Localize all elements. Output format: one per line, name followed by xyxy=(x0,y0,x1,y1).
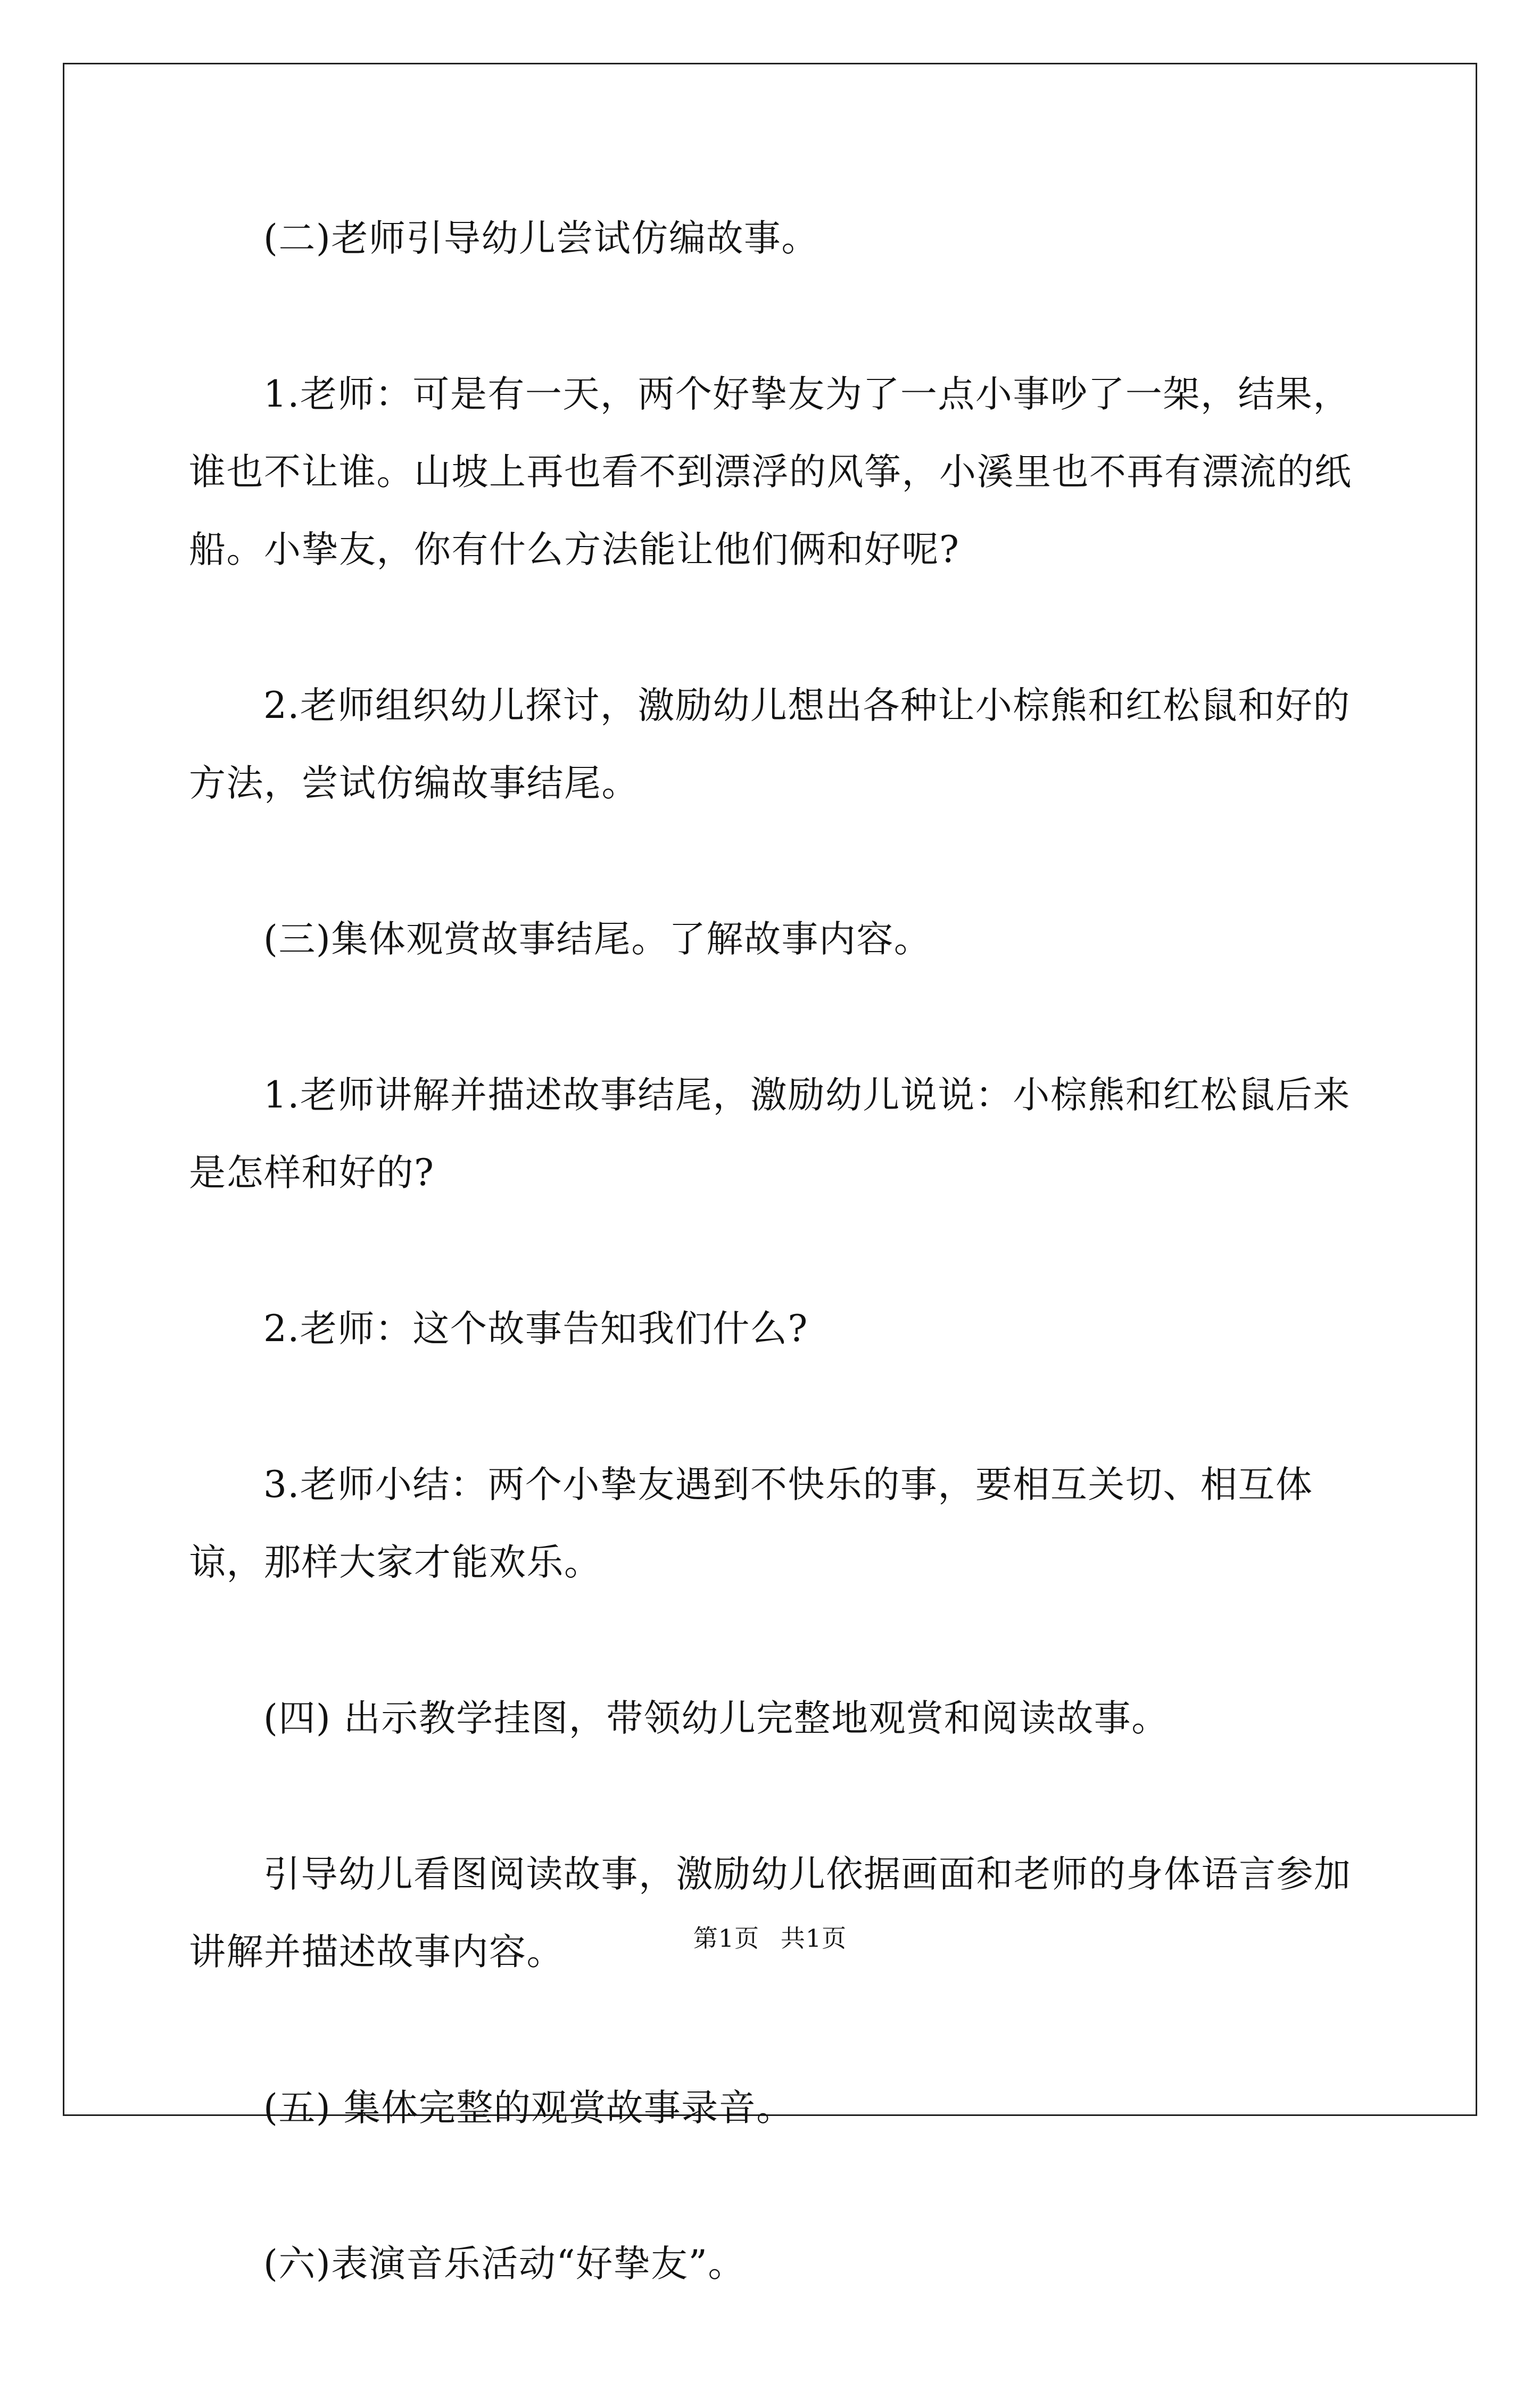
document-body xyxy=(189,200,1381,2381)
paragraph-discussion: 2.老师组织幼儿探讨，激励幼儿想出各种让小棕熊和红松鼠和好的方法，尝试仿编故事结尾。 xyxy=(189,684,1351,805)
paragraph-teacher-summary: 3.老师小结：两个小挚友遇到不快乐的事，要相互关切、相互体谅，那样大家才能欢乐。 xyxy=(189,1464,1313,1584)
paragraph-story-meaning: 2.老师：这个故事告知我们什么? xyxy=(263,1308,808,1350)
page-footer xyxy=(0,1922,1540,1954)
page-number-total: 共1页 xyxy=(780,1924,847,1953)
paragraph-section-6-heading: (六)表演音乐活动“好挚友”。 xyxy=(263,2243,746,2285)
paragraph-section-2-heading: (二)老师引导幼儿尝试仿编故事。 xyxy=(263,217,819,260)
paragraph-section-3-heading: (三)集体观赏故事结尾。了解故事内容。 xyxy=(263,918,932,961)
paragraph-section-5-heading: (五) 集体完整的观赏故事录音。 xyxy=(263,2087,794,2129)
paragraph-teacher-question: 1.老师：可是有一天，两个好挚友为了一点小事吵了一架，结果，谁也不让谁。山坡上再也看不到漂浮的风筝，小溪里也不再有漂流的纸船。小挚友，你有什么方法能让他们俩和好呢? xyxy=(189,373,1352,571)
paragraph-story-ending: 1.老师讲解并描述故事结尾，激励幼儿说说：小棕熊和红松鼠后来是怎样和好的? xyxy=(189,1074,1351,1194)
paragraph-section-4-heading: (四) 出示教学挂图，带领幼儿完整地观赏和阅读故事。 xyxy=(263,1697,1169,1740)
page-number-current: 第1页 xyxy=(693,1924,760,1953)
paragraph-picture-reading: 引导幼儿看图阅读故事，激励幼儿依据画面和老师的身体语言参加讲解并描述故事内容。 xyxy=(189,1853,1352,1973)
